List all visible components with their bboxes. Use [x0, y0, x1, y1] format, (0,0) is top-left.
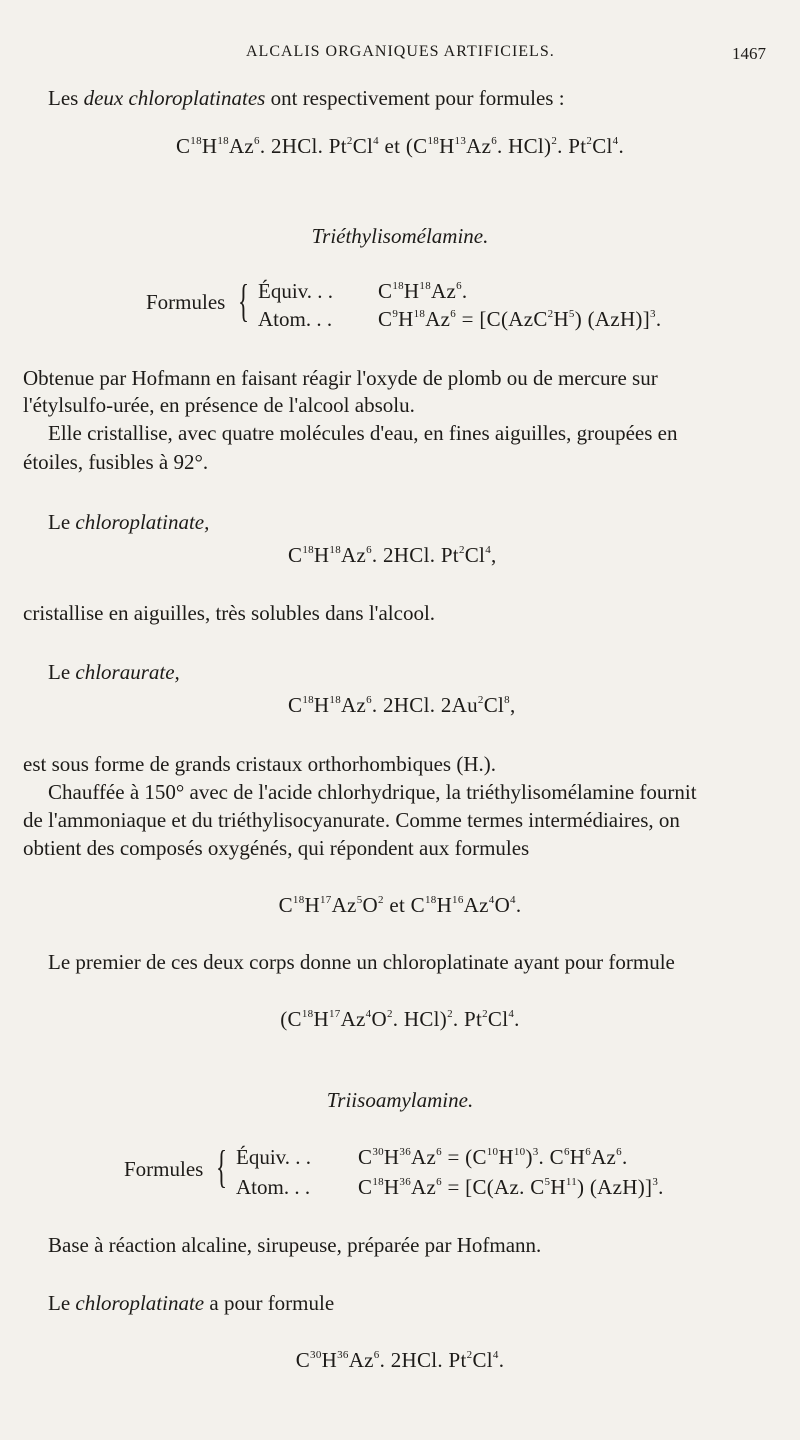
equiv-formula-1: $C^{18}H^{18}Az^6$.: [378, 279, 468, 303]
chloraurate-lead: [48, 660, 180, 684]
para1-line2: l'étylsulfo-urée, en présence de l'alcool absolu.: [23, 393, 415, 417]
atom-formula-1: $C^9H^{18}Az^6 = [C(AzC^2H^5)$ (AzH)]$^3$.: [378, 307, 662, 331]
chloroplatinate1-term: chloroplatinate,: [75, 510, 210, 534]
connector-et: et: [384, 134, 401, 158]
chloroplatinate1-after: cristallise en aiguilles, très solubles dans l'alcool.: [23, 601, 436, 625]
para3-line2: de l'ammoniaque et du triéthylisocyanurate. Comme termes intermédiaires, on: [23, 808, 680, 832]
chloroplatinate2-line: [48, 1291, 334, 1315]
formula-chloroplatinate1: $C^{18}H^{18}Az^6$. 2HCl. Pt$^2$Cl$^4$,: [288, 543, 497, 567]
equiv-label-2: Équiv. . .: [236, 1145, 312, 1169]
formulas-label-2: Formules: [124, 1157, 204, 1181]
intro-line: [48, 86, 565, 110]
equiv-formula-2: $C^{30}H^{36}Az^6 = (C^{10}H^{10})^3$. $C^6H^6Az^6$.: [358, 1145, 628, 1169]
intro-emphasis: deux chloroplatinates: [83, 86, 266, 110]
para5-line1: Base à réaction alcaline, sirupeuse, préparée par Hofmann.: [48, 1233, 542, 1257]
formulas-label-1: Formules: [146, 290, 226, 314]
section-title-triethylisomelamine: Triéthylisomélamine.: [311, 224, 489, 248]
chloroplatinate1-lead: [48, 510, 209, 534]
para4-line1: Le premier de ces deux corps donne un chloroplatinate ayant pour formule: [48, 950, 675, 974]
para2-line2: étoiles, fusibles à 92°.: [23, 450, 209, 474]
chloroplatinate1-lead-text: Le: [48, 510, 76, 534]
intro-text-a: Les: [48, 86, 84, 110]
formula-chloroplatinate2: $C^{30}H^{36}Az^6$. 2HCl. Pt$^2$Cl$^4$.: [295, 1348, 505, 1372]
brace-1: {: [238, 275, 250, 326]
para3-line1: Chauffée à 150° avec de l'acide chlorhydrique, la triéthylisomélamine fournit: [48, 780, 697, 804]
equiv-label-1: Équiv. . .: [258, 279, 334, 303]
chloraurate-after: est sous forme de grands cristaux orthorhombiques (H.).: [23, 752, 496, 776]
formula-chloroplatinate-oxy: ($C^{18}H^{17}Az^4O^2$. HCl)$^2$. Pt$^2$Cl$^4$.: [280, 1007, 520, 1031]
atom-label-2: Atom. . .: [236, 1175, 311, 1199]
atom-formula-2: $C^{18}H^{36}Az^6 = [C(Az$. $C^5H^{11}$) (AzH)]$^3$.: [358, 1175, 664, 1199]
para3-line3: obtient des composés oxygénés, qui répondent aux formules: [23, 836, 530, 860]
chloraurate-term: chloraurate,: [75, 660, 180, 684]
atom-label-1: Atom. . .: [258, 307, 333, 331]
page-number: 1467: [732, 44, 766, 63]
formula-oxygenated: $C^{18}H^{17}Az^5O^2$ et $C^{18}H^{16}Az^4O^4$.: [278, 893, 522, 917]
chloroplatinate2-lead-text: Le: [48, 1291, 76, 1315]
section-title-triisoamylamine: Triisoamylamine.: [326, 1088, 474, 1112]
brace-2: {: [216, 1141, 228, 1192]
para2-line1: Elle cristallise, avec quatre molécules d'eau, en fines aiguilles, groupées en: [48, 421, 678, 445]
chloraurate-lead-text: Le: [48, 660, 76, 684]
connector-et-2: et: [389, 893, 406, 917]
chloroplatinate2-after: a pour formule: [204, 1291, 335, 1315]
chloroplatinate2-term: chloroplatinate: [75, 1291, 205, 1315]
formula-chloroplatinates: $C^{18}H^{18}Az^6$. 2HCl. Pt$^2$Cl$^4$ et ($C^{18}H^{13}Az^6$. HCl)$^2$. Pt$^2$Cl$^4$.: [175, 134, 625, 158]
para1-line1: Obtenue par Hofmann en faisant réagir l'oxyde de plomb ou de mercure sur: [23, 366, 658, 390]
intro-text-b: ont respectivement pour formules :: [265, 86, 565, 110]
formula-chloraurate: $C^{18}H^{18}Az^6$. 2HCl. 2Au$^2$Cl$^8$,: [288, 693, 516, 717]
running-header: ALCALIS ORGANIQUES ARTIFICIELS.: [246, 43, 555, 60]
